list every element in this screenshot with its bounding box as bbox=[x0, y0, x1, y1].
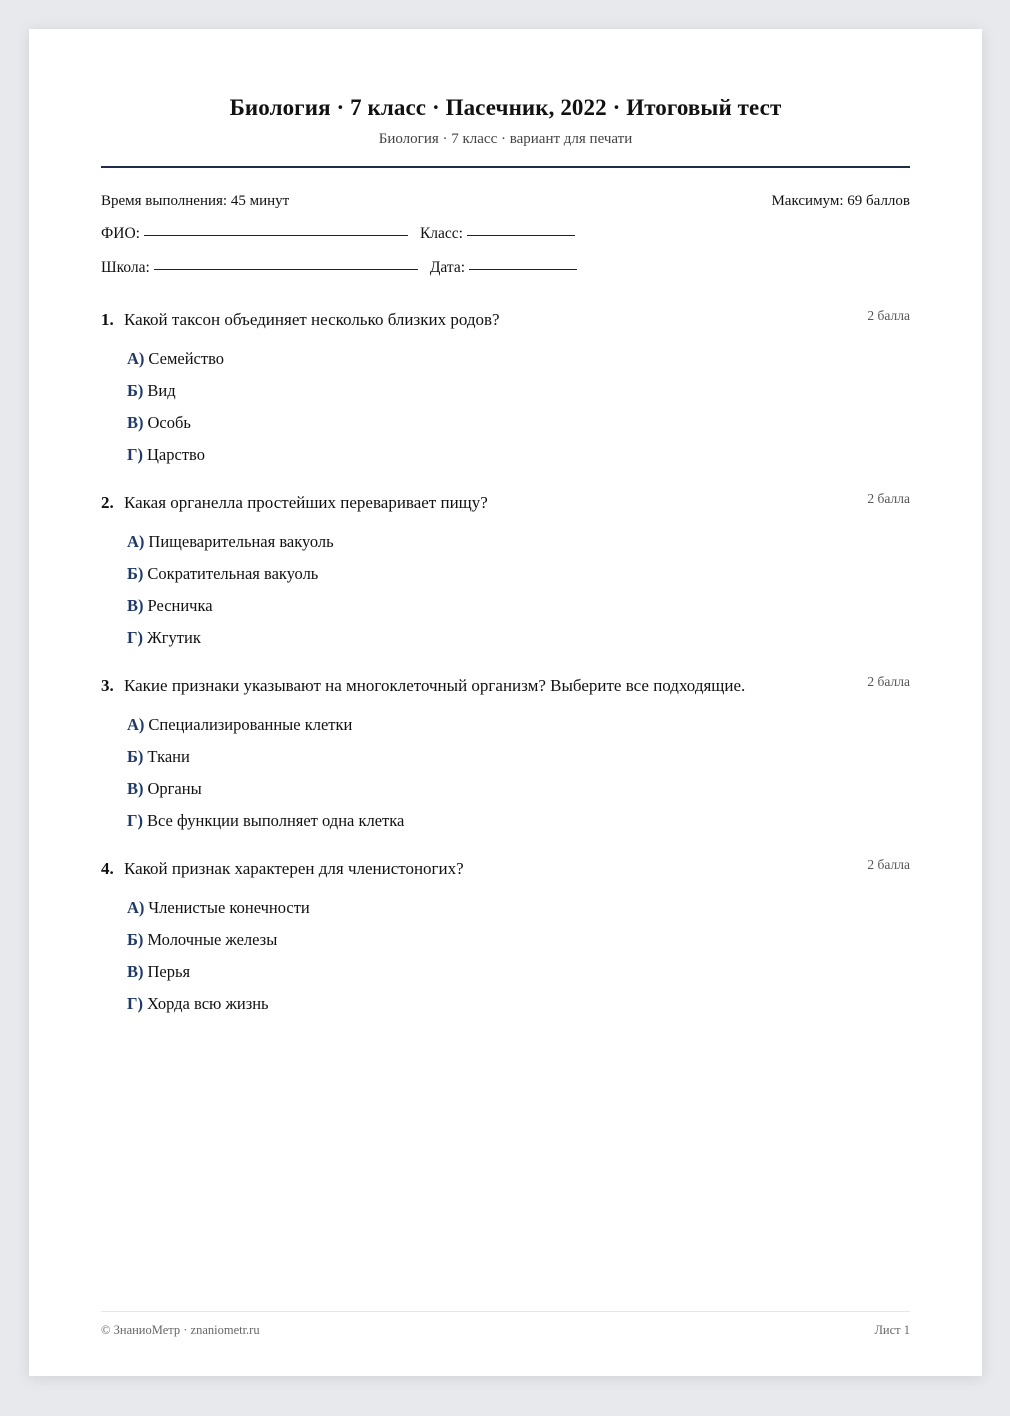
question-text: Какой таксон объединяет несколько близких родов? bbox=[124, 310, 500, 329]
answer-option bbox=[127, 988, 910, 1020]
name-blank-line bbox=[144, 234, 408, 236]
answer-option bbox=[127, 709, 910, 741]
question-2 bbox=[101, 493, 910, 654]
option-letter: Г) bbox=[127, 994, 143, 1013]
option-letter: В) bbox=[127, 596, 144, 615]
question-text: Какая органелла простейших переваривает пищу? bbox=[124, 493, 488, 512]
option-text: Органы bbox=[147, 779, 202, 798]
answer-option bbox=[127, 892, 910, 924]
answer-option bbox=[127, 956, 910, 988]
question-text: Какие признаки указывают на многоклеточный организм? Выберите все подходящие. bbox=[124, 676, 746, 695]
option-letter: А) bbox=[127, 349, 145, 368]
option-text: Ресничка bbox=[147, 596, 213, 615]
option-letter: Б) bbox=[127, 930, 144, 949]
option-letter: В) bbox=[127, 413, 144, 432]
option-letter: В) bbox=[127, 779, 144, 798]
option-letter: А) bbox=[127, 532, 145, 551]
question-points: 2 балла bbox=[867, 857, 910, 872]
option-letter: Г) bbox=[127, 628, 143, 647]
answer-options bbox=[101, 892, 910, 1020]
answer-option bbox=[127, 590, 910, 622]
school-label: Школа: bbox=[101, 259, 150, 276]
footer-divider bbox=[101, 1311, 910, 1312]
option-text: Царство bbox=[147, 445, 205, 464]
sheet-content bbox=[101, 29, 910, 1376]
answer-options bbox=[101, 709, 910, 837]
question-header bbox=[101, 859, 910, 879]
answer-options bbox=[101, 526, 910, 654]
question-number: 2. bbox=[101, 493, 114, 512]
time-limit: Время выполнения: 45 минут bbox=[101, 193, 290, 209]
answer-option bbox=[127, 622, 910, 654]
footer-copyright: © ЗнаниоМетр · znaniometr.ru bbox=[101, 1323, 260, 1337]
question-number: 3. bbox=[101, 676, 114, 695]
class-blank-line bbox=[467, 234, 575, 236]
option-text: Особь bbox=[147, 413, 191, 432]
question-header bbox=[101, 493, 910, 513]
option-text: Хорда всю жизнь bbox=[147, 994, 269, 1013]
question-4 bbox=[101, 859, 910, 1020]
question-points: 2 балла bbox=[867, 491, 910, 506]
answer-option bbox=[127, 773, 910, 805]
option-letter: Г) bbox=[127, 445, 143, 464]
sheet-number: Лист 1 bbox=[874, 1323, 910, 1337]
date-blank-line bbox=[469, 268, 577, 270]
student-fields-row-2 bbox=[101, 259, 589, 277]
class-label: Класс: bbox=[419, 225, 463, 242]
answer-option bbox=[127, 741, 910, 773]
option-text: Сократительная вакуоль bbox=[147, 564, 319, 583]
option-text: Жгутик bbox=[147, 628, 201, 647]
page-subtitle: Биология · 7 класс · вариант для печати bbox=[378, 131, 633, 147]
option-letter: Б) bbox=[127, 747, 144, 766]
option-letter: А) bbox=[127, 715, 145, 734]
question-number: 1. bbox=[101, 310, 114, 329]
option-text: Семейство bbox=[148, 349, 225, 368]
answer-option bbox=[127, 407, 910, 439]
answer-option bbox=[127, 805, 910, 837]
header-divider bbox=[101, 166, 910, 168]
answer-option bbox=[127, 924, 910, 956]
option-text: Все функции выполняет одна клетка bbox=[147, 811, 405, 830]
option-text: Членистые конечности bbox=[148, 898, 310, 917]
option-text: Ткани bbox=[147, 747, 190, 766]
answer-option bbox=[127, 558, 910, 590]
question-header bbox=[101, 676, 910, 696]
date-label: Дата: bbox=[429, 259, 466, 276]
option-text: Молочные железы bbox=[147, 930, 278, 949]
question-3 bbox=[101, 676, 910, 837]
option-text: Специализированные клетки bbox=[148, 715, 353, 734]
option-text: Перья bbox=[147, 962, 191, 981]
answer-option bbox=[127, 343, 910, 375]
option-letter: Б) bbox=[127, 564, 144, 583]
answer-option bbox=[127, 375, 910, 407]
answer-option bbox=[127, 526, 910, 558]
option-text: Пищеварительная вакуоль bbox=[148, 532, 334, 551]
question-1 bbox=[101, 310, 910, 471]
page-title: Биология · 7 класс · Пасечник, 2022 · Итоговый тест bbox=[229, 95, 782, 120]
option-letter: Б) bbox=[127, 381, 144, 400]
option-letter: А) bbox=[127, 898, 145, 917]
question-header bbox=[101, 310, 910, 330]
answer-options bbox=[101, 343, 910, 471]
question-number: 4. bbox=[101, 859, 114, 878]
document-sheet bbox=[29, 29, 982, 1376]
answer-option bbox=[127, 439, 910, 471]
option-letter: В) bbox=[127, 962, 144, 981]
question-points: 2 балла bbox=[867, 308, 910, 323]
question-text: Какой признак характерен для членистоногих? bbox=[124, 859, 464, 878]
option-letter: Г) bbox=[127, 811, 143, 830]
question-points: 2 балла bbox=[867, 674, 910, 689]
max-score: Максимум: 69 баллов bbox=[771, 193, 910, 209]
name-label: ФИО: bbox=[101, 225, 140, 242]
student-fields-row-1 bbox=[101, 225, 587, 243]
option-text: Вид bbox=[147, 381, 176, 400]
school-blank-line bbox=[154, 268, 418, 270]
